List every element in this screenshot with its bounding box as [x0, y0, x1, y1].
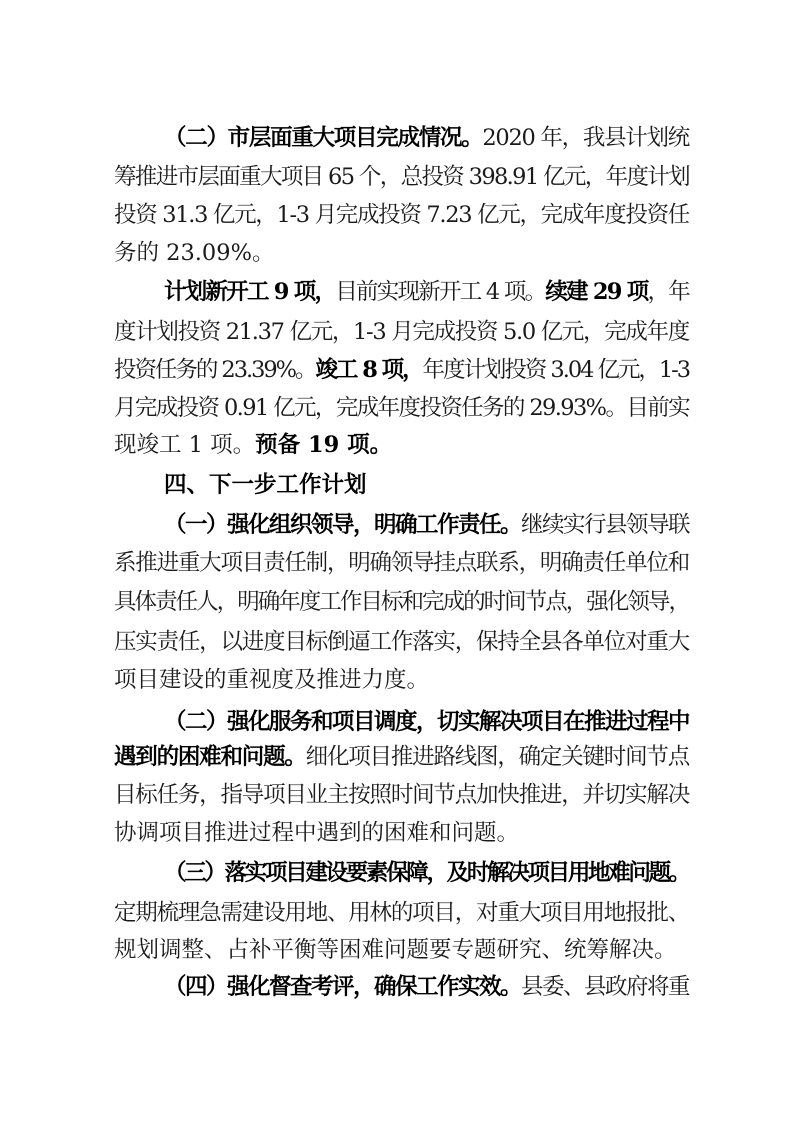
text-line: [114, 742, 689, 772]
body-text: 县委、县政府将重: [520, 974, 689, 1000]
bold-heading-text: 预备 19 项。: [255, 432, 393, 458]
body-text: 现竣工 1 项。: [114, 432, 256, 458]
body-text: ，年: [647, 279, 689, 305]
body-text: 务的 23.09%。: [114, 240, 275, 266]
text-line: [114, 238, 689, 268]
body-text: 定期梳理急需建设用地、用林的项目，对重大项目用地报批、: [114, 900, 689, 926]
bold-heading-text: 遇到的困难和问题。: [114, 744, 306, 770]
text-line: [114, 898, 689, 928]
body-text: 度计划投资 21.37 亿元，1-3 月完成投资 5.0 亿元，完成年度: [114, 319, 689, 345]
text-line: [114, 935, 689, 965]
body-text: 投资 31.3 亿元，1-3 月完成投资 7.23 亿元，完成年度投资任: [114, 202, 689, 228]
body-text: 规划调整、占补平衡等困难问题要专题研究、统筹解决。: [114, 937, 677, 963]
bold-heading-text: （一）强化组织领导，明确工作责任。: [164, 512, 521, 538]
body-text: 项目建设的重视度及推进力度。: [114, 667, 430, 693]
body-text: 目标任务，指导项目业主按照时间节点加快推进，并切实解决: [114, 782, 689, 808]
body-text: 协调项目推进过程中遇到的困难和问题。: [114, 820, 520, 846]
body-text: 压实责任，以进度目标倒逼工作落实，保持全县各单位对重大: [114, 629, 689, 655]
text-line: [114, 587, 689, 617]
paragraph-first-line: [164, 510, 689, 540]
bold-heading-text: 四、下一步工作计划: [164, 472, 367, 498]
body-text: 年度计划投资 3.04 亿元，1-3: [422, 357, 689, 383]
body-text: 细化项目推进路线图，确定关键时间节点: [305, 744, 689, 770]
text-line: [114, 627, 689, 657]
text-line: [114, 393, 689, 423]
paragraph-first-line: [164, 277, 689, 307]
text-line: [114, 780, 689, 810]
bold-heading-text: （四）强化督查考评，确保工作实效。: [164, 974, 521, 1000]
text-line: [114, 200, 689, 230]
paragraph-first-line: [164, 707, 689, 737]
body-text: 系推进重大项目责任制，明确领导挂点联系，明确责任单位和: [114, 550, 689, 576]
text-line: [114, 430, 689, 460]
body-text: 继续实行县领导联: [520, 512, 689, 538]
bold-heading-text: 计划新开工 9 项，: [164, 279, 336, 305]
bold-heading-text: （二）市层面重大项目完成情况。: [164, 125, 483, 151]
body-text: 目前实现新开工 4 项。: [335, 279, 546, 305]
text-line: [114, 665, 689, 695]
paragraph-first-line: [164, 858, 689, 888]
body-text: 2020 年，我县计划统: [482, 125, 689, 151]
paragraph-first-line: [164, 123, 689, 153]
bold-heading-text: （三）落实项目建设要素保障，及时解决项目用地难问题。: [164, 860, 689, 886]
body-text: 月完成投资 0.91 亿元，完成年度投资任务的 29.93%。目前实: [114, 395, 689, 421]
text-line: [114, 317, 689, 347]
bold-heading-text: 续建 29 项: [545, 279, 648, 305]
text-line: [114, 548, 689, 578]
body-text: 具体责任人，明确年度工作目标和完成的时间节点，强化领导，: [114, 589, 689, 615]
bold-heading-text: （二）强化服务和项目调度，切实解决项目在推进过程中: [164, 709, 689, 735]
paragraph-first-line: [164, 972, 689, 1002]
paragraph-first-line: [164, 470, 689, 500]
text-line: [114, 162, 689, 192]
text-line: [114, 355, 689, 385]
bold-heading-text: 竣工 8 项，: [315, 357, 423, 383]
text-line: [114, 818, 689, 848]
body-text: 筹推进市层面重大项目 65 个，总投资 398.91 亿元，年度计划: [114, 164, 689, 190]
body-text: 投资任务的 23.39%。: [114, 357, 316, 383]
